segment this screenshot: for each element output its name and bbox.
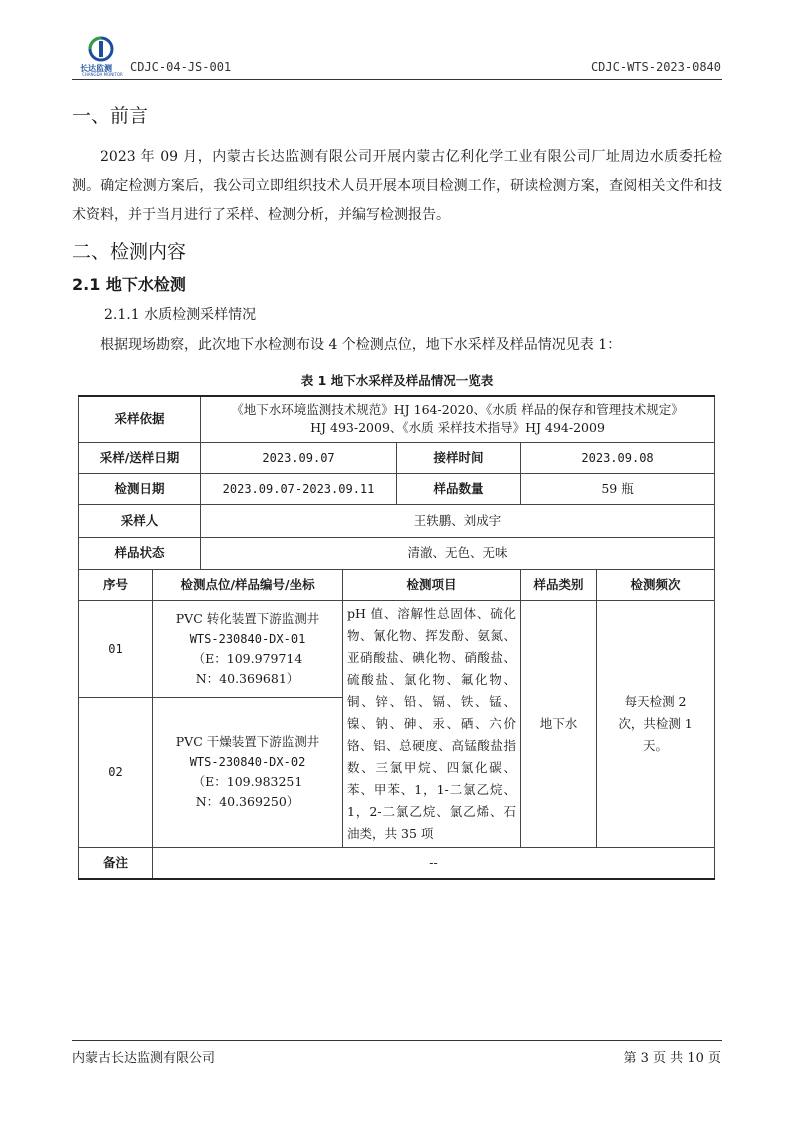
basis-value-line2: HJ 493-2009、《水质 采样技术指导》HJ 494-2009 — [310, 420, 605, 436]
site-name: PVC 干燥装置下游监测井 — [175, 734, 320, 750]
status-label: 样品状态 — [79, 537, 201, 569]
remark-value: -- — [153, 847, 715, 879]
test-frequency — [597, 600, 715, 847]
coord-north: N：40.369250） — [195, 794, 300, 810]
sampler-label: 采样人 — [79, 504, 201, 537]
sample-count-label: 样品数量 — [397, 473, 521, 504]
table-row — [79, 473, 715, 504]
subsection-title: 2.1 地下水检测 — [72, 275, 186, 294]
table-row — [79, 537, 715, 569]
sampler-value: 王轶鹏、刘成宇 — [201, 504, 715, 537]
header-divider — [72, 79, 722, 80]
coord-east: （E：109.983251 — [192, 774, 303, 790]
status-value: 清澈、无色、无味 — [201, 537, 715, 569]
col-header-frequency: 检测频次 — [597, 569, 715, 600]
table-header-row — [79, 569, 715, 600]
doc-code-left: CDJC-04-JS-001 — [130, 60, 232, 74]
remark-label: 备注 — [79, 847, 153, 879]
basis-value-line1: 《地下水环境监测技术规范》HJ 164-2020、《水质 样品的保存和管理技术规定》 — [231, 402, 684, 418]
row-site — [153, 600, 343, 697]
test-date-label: 检测日期 — [79, 473, 201, 504]
row-no: 02 — [79, 697, 153, 847]
table-row — [79, 396, 715, 442]
doc-code-right: CDJC-WTS-2023-0840 — [590, 60, 721, 74]
coord-north: N：40.369681） — [195, 670, 300, 686]
section2-paragraph: 根据现场勘察，此次地下水检测布设 4 个检测点位，地下水采样及样品情况见表 1： — [100, 337, 622, 353]
sub-subsection-title: 2.1.1 水质检测采样情况 — [104, 307, 257, 323]
footer-divider — [72, 1040, 722, 1041]
sample-code: WTS-230840-DX-02 — [189, 755, 306, 770]
logo-text: 长达监测 — [80, 64, 112, 73]
col-header-site: 检测点位/样品编号/坐标 — [153, 569, 343, 600]
col-header-type: 样品类别 — [521, 569, 597, 600]
sample-type: 地下水 — [521, 600, 597, 847]
basis-value — [201, 396, 715, 442]
sample-count-value: 59 瓶 — [521, 473, 715, 504]
section2-title: 二、检测内容 — [72, 241, 187, 263]
site-name: PVC 转化装置下游监测井 — [175, 610, 320, 626]
footer-page-number: 第 3 页 共 10 页 — [623, 1051, 721, 1066]
sampling-date-value: 2023.09.07 — [201, 442, 397, 473]
sampling-date-label: 采样/送样日期 — [79, 442, 201, 473]
sample-code: WTS-230840-DX-01 — [189, 631, 306, 646]
col-header-items: 检测项目 — [343, 569, 521, 600]
coord-east: （E：109.979714 — [192, 650, 303, 666]
basis-label: 采样依据 — [79, 396, 201, 442]
sampling-table — [78, 395, 715, 880]
logo-subtext: CHANGDA MONITOR — [82, 72, 123, 77]
footer-company: 内蒙古长达监测有限公司 — [72, 1051, 216, 1066]
table-caption: 表 1 地下水采样及样品情况一览表 — [300, 373, 494, 388]
test-items: pH 值、溶解性总固体、硫化物、氰化物、挥发酚、氨氮、亚硝酸盐、碘化物、硝酸盐、硫酸盐、氯化物、氟化物、铜、锌、铅、镉、铁、锰、镍、钠、砷、汞、硒、六价铬、铝、总硬度、高锰酸盐指数、三氯甲烷、四氯化碳、苯、甲苯、1，1-二氯乙烷、1，2-二氯乙烷、氯乙烯、石油类，共 35 项 — [343, 600, 521, 847]
table-row — [79, 504, 715, 537]
section1-paragraph: 2023 年 09 月，内蒙古长达监测有限公司开展内蒙古亿利化学工业有限公司厂址周边水质委托检测。确定检测方案后，我公司立即组织技术人员开展本项目检测工作，研读检测方案，查阅相关文件和技术资料，并于当月进行了采样、检测分析，并编写检测报告。 — [72, 149, 722, 223]
frequency-text: 每天检测 2 次，共检测 1 天。 — [618, 693, 693, 753]
receive-time-label: 接样时间 — [397, 442, 521, 473]
col-header-no: 序号 — [79, 569, 153, 600]
table-row — [79, 600, 715, 697]
row-site — [153, 697, 343, 847]
test-date-value: 2023.09.07-2023.09.11 — [201, 473, 397, 504]
table-row — [79, 847, 715, 879]
receive-time-value: 2023.09.08 — [521, 442, 715, 473]
section1-title: 一、前言 — [72, 105, 149, 127]
row-no: 01 — [79, 600, 153, 697]
table-row — [79, 442, 715, 473]
